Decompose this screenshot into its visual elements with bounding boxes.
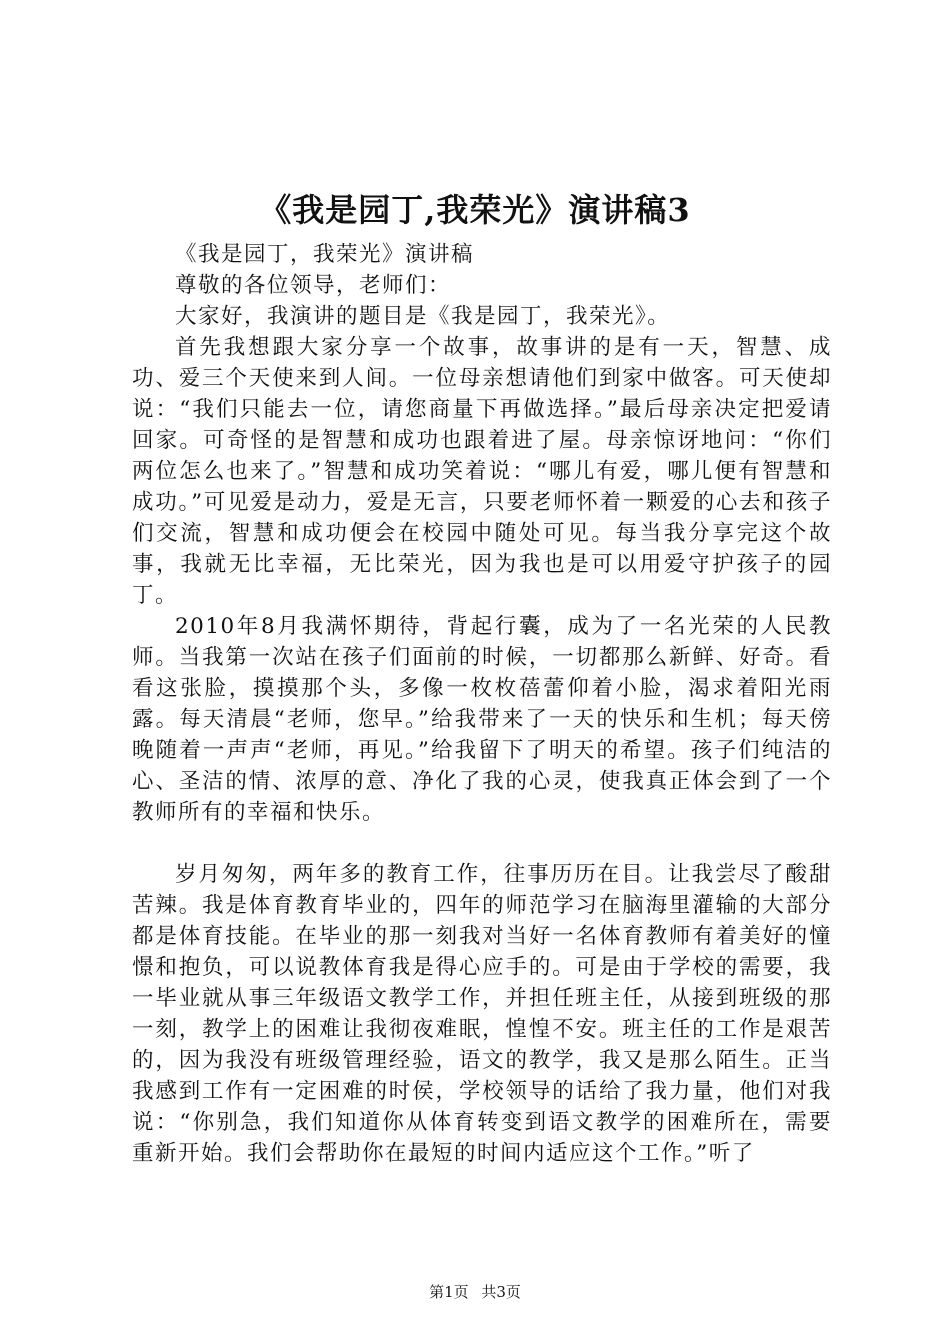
paragraph-subtitle: 《我是园丁，我荣光》演讲稿 [175, 242, 475, 267]
page-total: 共3页 [481, 1283, 521, 1301]
document-title: 《我是园丁,我荣光》演讲稿3 [259, 191, 691, 229]
paragraph-salutation: 尊敬的各位领导，老师们： [175, 273, 452, 298]
page-footer [0, 1282, 950, 1302]
document-body [132, 239, 832, 1169]
paragraph-story: 首先我想跟大家分享一个故事，故事讲的是有一天，智慧、成功、爱三个天使来到人间。一位母亲想请他们到家中做客。可天使却说：“我们只能去一位，请您商量下再做选择。”最后母亲决定把爱请回家。可奇怪的是智慧和成功也跟着进了屋。母亲惊讶地问：“你们两位怎么也来了。”智慧和成功笑着说：“哪儿有爱，哪儿便有智慧和成功。”可见爱是动力，爱是无言，只要老师怀着一颗爱的心去和孩子们交流，智慧和成功便会在校园中随处可见。每当我分享完这个故事，我就无比幸福，无比荣光，因为我也是可以用爱守护孩子的园丁。 [132, 335, 832, 608]
paragraph-years: 岁月匆匆，两年多的教育工作，往事历历在目。让我尝尽了酸甜苦辣。我是体育教育毕业的，四年的师范学习在脑海里灌输的大部分都是体育技能。在毕业的那一刻我对当好一名体育教师有着美好的憧憬和抱负，可以说教体育我是得心应手的。可是由于学校的需要，我一毕业就从事三年级语文教学工作，并担任班主任，从接到班级的那一刻，教学上的困难让我彻夜难眠，惶惶不安。班主任的工作是艰苦的，因为我没有班级管理经验，语文的教学，我又是那么陌生。正当我感到工作有一定困难的时侯，学校领导的话给了我力量，他们对我说：“你别急，我们知道你从体育转变到语文教学的困难所在，需要重新开始。我们会帮助你在最短的时间内适应这个工作。”听了 [132, 862, 832, 1166]
page-number: 第1页 [429, 1283, 469, 1301]
paragraph-2010: 2010年8月我满怀期待，背起行囊，成为了一名光荣的人民教师。当我第一次站在孩子们面前的时候，一切都那么新鲜、好奇。看看这张脸，摸摸那个头，多像一枚枚蓓蕾仰着小脸，渴求着阳光雨露。每天清晨“老师，您早。”给我带来了一天的快乐和生机；每天傍晚随着一声声“老师，再见。”给我留下了明天的希望。孩子们纯洁的心、圣洁的情、浓厚的意、净化了我的心灵，使我真正体会到了一个教师所有的幸福和快乐。 [132, 614, 832, 825]
paragraph-greeting: 大家好，我演讲的题目是《我是园丁，我荣光》。 [175, 304, 671, 329]
